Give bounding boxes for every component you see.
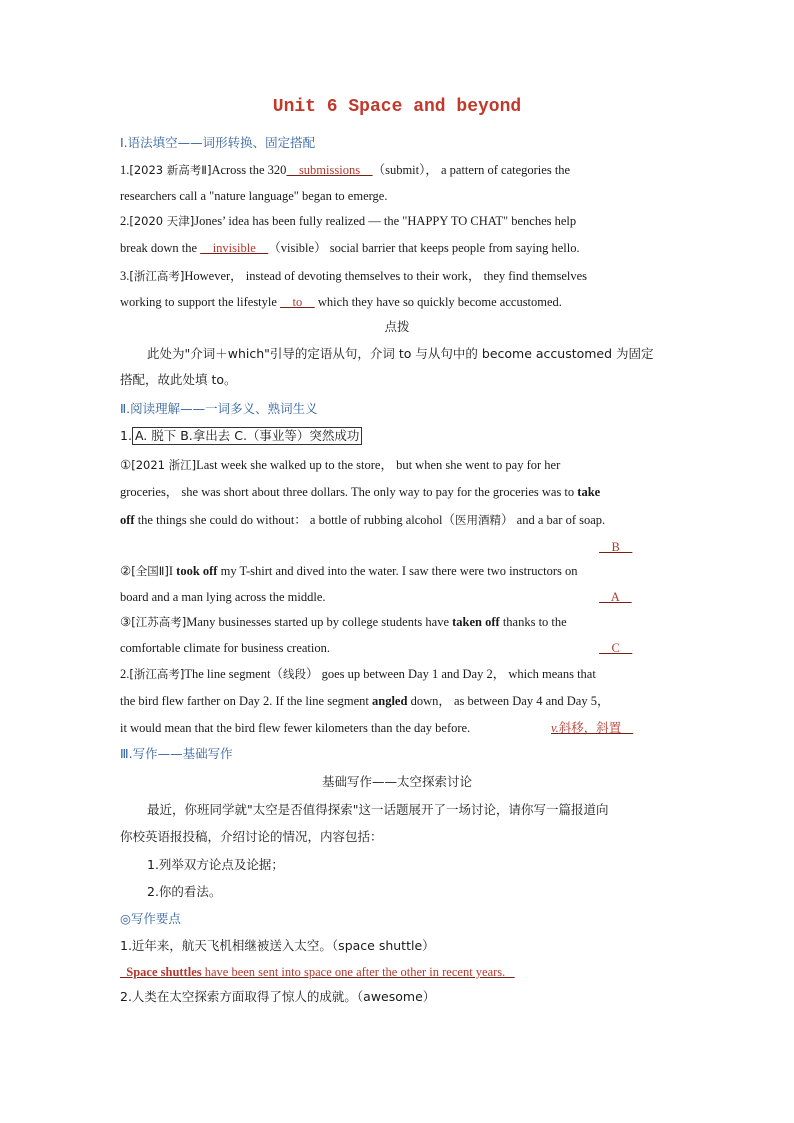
writing-prompt-line-3: 1.列举双方论点及论据； bbox=[147, 857, 284, 872]
tip-line-1: 此处为"介词＋which"引导的定语从句，介词 to 与从句中的 become accustomed 为固定 bbox=[147, 346, 654, 361]
source-tag: [浙江高考] bbox=[129, 269, 185, 283]
source-tag: [2023 新高考Ⅱ] bbox=[129, 163, 212, 177]
item-2-line-2: board and a man lying across the middle. bbox=[120, 590, 326, 604]
section-2-heading: Ⅱ.阅读理解——一词多义、熟词生义 bbox=[120, 401, 318, 416]
question-2-line-1: 2.[2020 天津]Jones’ idea has been fully realized — the "HAPPY TO CHAT" benches help bbox=[120, 214, 577, 228]
item-2-answer: A bbox=[599, 590, 632, 604]
answer-blank: submissions bbox=[286, 163, 373, 177]
writing-prompt-line-1: 最近，你班同学就"太空是否值得探索"这一话题展开了一场讨论，请你写一篇报道向 bbox=[147, 802, 609, 817]
section-3-heading: Ⅲ.写作——基础写作 bbox=[120, 746, 233, 761]
item-3-answer: C bbox=[599, 641, 633, 655]
reading-q2-line-1: 2.[浙江高考]The line segment（线段） goes up between Day 1 and Day 2， which means that bbox=[120, 667, 596, 681]
source-tag: [江苏高考] bbox=[131, 615, 187, 629]
source-tag: [全国Ⅱ] bbox=[131, 564, 169, 578]
reading-q2-answer: v.斜移，斜置 bbox=[551, 720, 634, 735]
writing-point-1: 1.近年来，航天飞机相继被送入太空。（space shuttle） bbox=[120, 938, 435, 953]
options-box: A. 脱下 B.拿出去 C.（事业等）突然成功 bbox=[132, 427, 362, 445]
writing-subtitle: 基础写作——太空探索讨论 bbox=[321, 774, 472, 789]
question-1-line-2: researchers call a "nature language" began to emerge. bbox=[120, 189, 388, 203]
item-2-line-1: ②[全国Ⅱ]I took off my T-shirt and dived into the water. I saw there were two instructors on bbox=[120, 564, 578, 578]
item-3-line-2: comfortable climate for business creation. bbox=[120, 641, 330, 655]
tip-line-2: 搭配，故此处填 to。 bbox=[120, 372, 237, 387]
reading-q2-line-2: the bird flew farther on Day 2. If the line segment angled down， as between Day 4 and Day 5， bbox=[120, 694, 610, 708]
section-1-heading: Ⅰ.语法填空——词形转换、固定搭配 bbox=[120, 135, 316, 150]
question-3-line-1: 3.[浙江高考]However， instead of devoting themselves to their work， they find themselves bbox=[120, 269, 588, 283]
source-tag: [2020 天津] bbox=[129, 214, 195, 228]
key-phrase: took off bbox=[176, 564, 218, 578]
source-tag: [2021 浙江] bbox=[131, 458, 197, 472]
writing-prompt-line-4: 2.你的看法。 bbox=[147, 884, 222, 899]
question-2-line-2: break down the invisible （visible） social barrier that keeps people from saying hello. bbox=[120, 241, 580, 255]
writing-points-heading: ◎写作要点 bbox=[120, 911, 181, 926]
answer-blank: invisible bbox=[200, 241, 269, 255]
question-3-line-2: working to support the lifestyle to which they have so quickly become accustomed. bbox=[120, 295, 562, 309]
writing-prompt-line-2: 你校英语报投稿，介绍讨论的情况，内容包括： bbox=[120, 829, 383, 844]
key-phrase: angled bbox=[372, 694, 408, 708]
item-1-answer: B bbox=[599, 540, 633, 554]
question-1-line-1: 1.[2023 新高考Ⅱ]Across the 320 submissions （submit）， a pattern of categories the bbox=[120, 163, 571, 177]
item-3-line-1: ③[江苏高考]Many businesses started up by college students have taken off thanks to the bbox=[120, 615, 567, 629]
writing-point-1-answer: Space shuttles have been sent into space one after the other in recent years. bbox=[126, 965, 515, 979]
answer-blank: to bbox=[280, 295, 315, 309]
key-phrase: off bbox=[120, 513, 135, 527]
source-tag: [浙江高考] bbox=[129, 667, 185, 681]
writing-point-2: 2.人类在太空探索方面取得了惊人的成就。（awesome） bbox=[120, 989, 436, 1004]
key-phrase: taken off bbox=[452, 615, 500, 629]
item-1-line-1: ①[2021 浙江]Last week she walked up to the store， but when she went to pay for her bbox=[120, 458, 561, 472]
page-title: Unit 6 Space and beyond bbox=[272, 97, 522, 117]
key-phrase: take bbox=[577, 485, 601, 499]
reading-q1-options: 1. A. 脱下 B.拿出去 C.（事业等）突然成功 bbox=[120, 427, 362, 445]
item-1-line-2: groceries， she was short about three dollars. The only way to pay for the groceries was to take bbox=[120, 485, 601, 499]
item-1-line-3: off the things she could do without： a bottle of rubbing alcohol（医用酒精） and a bar of soap. bbox=[120, 513, 606, 527]
reading-q2-line-3: it would mean that the bird flew fewer kilometers than the day before. bbox=[120, 721, 471, 735]
tip-heading: 点拨 bbox=[384, 319, 410, 334]
